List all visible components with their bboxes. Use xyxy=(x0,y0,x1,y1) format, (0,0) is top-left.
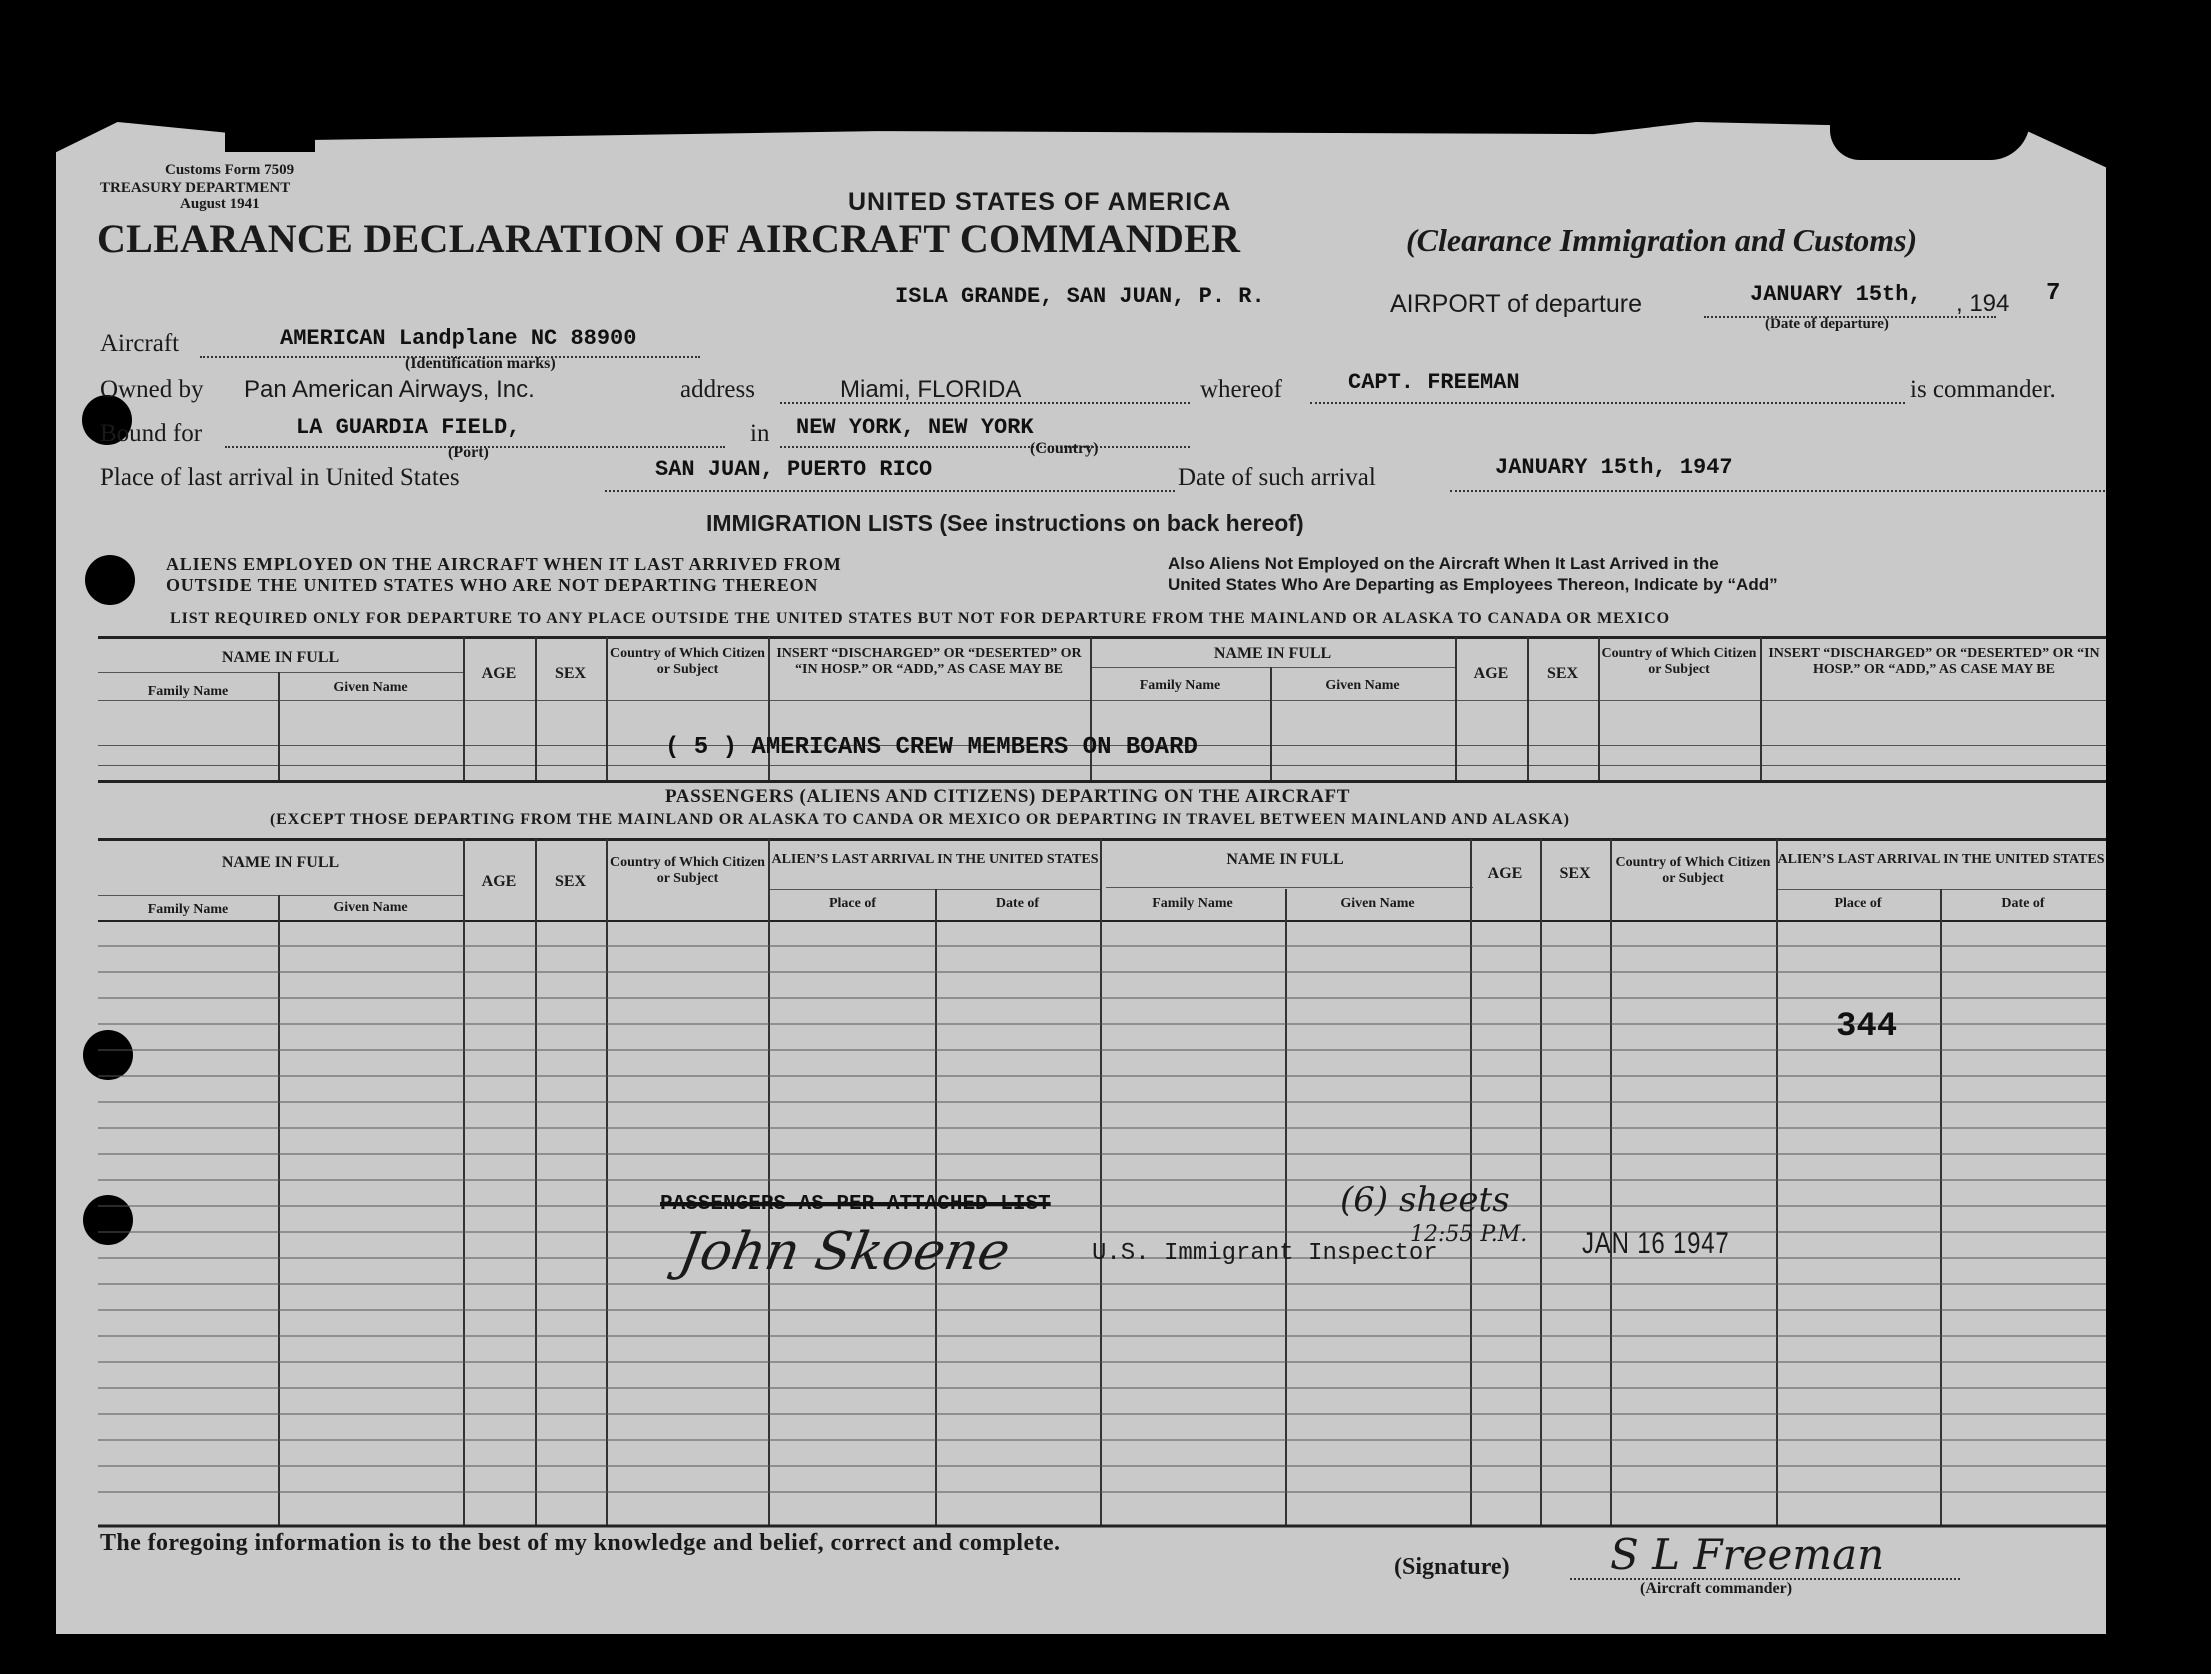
passenger-rows xyxy=(98,920,2106,1530)
signature-caption: (Aircraft commander) xyxy=(1640,1580,1793,1597)
page-title: CLEARANCE DECLARATION OF AIRCRAFT COMMANDER xyxy=(97,216,1241,261)
crew-age-header: AGE xyxy=(481,665,517,682)
rule xyxy=(98,672,463,673)
handwritten-time: 12:55 P.M. xyxy=(1410,1222,1528,1247)
dotted-rule xyxy=(780,446,1190,448)
pass-age-header-right: AGE xyxy=(1487,865,1523,882)
departure-date-caption: (Date of departure) xyxy=(1765,316,1889,332)
rule xyxy=(98,780,2106,783)
pass-given-header-right: Given Name xyxy=(1340,896,1415,911)
pass-given-header: Given Name xyxy=(333,900,408,915)
departure-year-suffix: 7 xyxy=(2046,280,2061,307)
crew-insert-header: INSERT “DISCHARGED” OR “DESERTED” OR “IN HOSP.” OR “ADD,” AS CASE MAY BE xyxy=(776,646,1082,677)
crew-country-header: Country of Which Citizen or Subject xyxy=(610,646,765,677)
crew-insert-header-right: INSERT “DISCHARGED” OR “DESERTED” OR “IN HOSP.” OR “ADD,” AS CASE MAY BE xyxy=(1768,646,2100,677)
rule xyxy=(98,895,463,896)
owner-value: Pan American Airways, Inc. xyxy=(244,376,535,403)
port-caption: (Port) xyxy=(448,444,489,461)
arrival-date-label: Date of such arrival xyxy=(1178,464,1376,491)
pass-last-arrival-header: ALIEN’S LAST ARRIVAL IN THE UNITED STATES xyxy=(771,852,1099,867)
paper-tear xyxy=(1830,100,2030,160)
struck-passengers-entry: PASSENGERS AS PER ATTACHED LIST xyxy=(660,1193,1051,1216)
rule xyxy=(606,637,608,780)
rule xyxy=(98,700,2106,701)
inspector-signature: John Skoene xyxy=(674,1222,1015,1282)
last-arrival-label: Place of last arrival in United States xyxy=(100,464,460,491)
country-caption: (Country) xyxy=(1030,440,1099,457)
pass-date-header: Date of xyxy=(995,896,1040,911)
form-date: August 1941 xyxy=(180,196,260,212)
aircraft-label: Aircraft xyxy=(100,330,180,357)
bound-country-value: NEW YORK, NEW YORK xyxy=(796,415,1034,440)
pass-place-header: Place of xyxy=(828,896,877,911)
rule xyxy=(98,636,2106,639)
crew-note-left-1: ALIENS EMPLOYED ON THE AIRCRAFT WHEN IT LAST ARRIVED FROM xyxy=(166,554,842,574)
whereof-label: whereof xyxy=(1200,376,1282,403)
crew-note-right-2: United States Who Are Departing as Employees Thereon, Indicate by “Add” xyxy=(1168,575,1778,594)
rule xyxy=(1455,637,1457,780)
bound-for-label: Bound for xyxy=(100,420,203,447)
pass-sex-header: SEX xyxy=(554,873,587,890)
pass-family-header: Family Name xyxy=(147,902,229,917)
crew-country-header-right: Country of Which Citizen or Subject xyxy=(1601,646,1757,677)
commander-signature: S L Freeman xyxy=(1610,1530,1885,1579)
departure-airport-label: AIRPORT of departure xyxy=(1390,290,1642,318)
passengers-heading: PASSENGERS (ALIENS AND CITIZENS) DEPARTING ON THE AIRCRAFT xyxy=(665,786,1351,807)
aircraft-value: AMERICAN Landplane NC 88900 xyxy=(280,326,637,351)
immigration-heading: IMMIGRATION LISTS (See instructions on back hereof) xyxy=(706,510,1304,536)
punch-hole xyxy=(85,555,135,605)
page-subtitle: (Clearance Immigration and Customs) xyxy=(1406,222,1918,258)
last-arrival-place-value: SAN JUAN, PUERTO RICO xyxy=(655,457,933,482)
pass-family-header-right: Family Name xyxy=(1152,896,1233,911)
departure-airport-value: ISLA GRANDE, SAN JUAN, P. R. xyxy=(895,284,1265,309)
rule xyxy=(1090,667,1455,668)
departure-year-prefix: , 194 xyxy=(1956,290,2010,317)
country-heading: UNITED STATES OF AMERICA xyxy=(848,188,1232,216)
stamp-number: 344 xyxy=(1836,1008,1898,1046)
rule xyxy=(98,765,2106,766)
dotted-rule xyxy=(1450,490,2105,492)
pass-age-header: AGE xyxy=(481,873,517,890)
pass-last-arrival-header-right: ALIEN’S LAST ARRIVAL IN THE UNITED STATES xyxy=(1777,852,2105,867)
pass-country-header: Country of Which Citizen or Subject xyxy=(610,855,765,886)
declaration-text: The foregoing information is to the best of my knowledge and belief, correct and complete. xyxy=(100,1530,1061,1556)
departure-date-value: JANUARY 15th, xyxy=(1750,282,1922,307)
commander-value: CAPT. FREEMAN xyxy=(1348,370,1520,395)
form-number: Customs Form 7509 xyxy=(165,162,295,178)
pass-name-header: NAME IN FULL xyxy=(221,854,340,871)
crew-name-header: NAME IN FULL xyxy=(221,649,340,666)
crew-note-right-1: Also Aliens Not Employed on the Aircraft When It Last Arrived in the xyxy=(1168,554,1719,573)
struck-entry-row xyxy=(660,1193,1051,1223)
inspector-title: U.S. Immigrant Inspector xyxy=(1092,1240,1438,1267)
crew-given-header-right: Given Name xyxy=(1325,678,1400,693)
crew-sex-header-right: SEX xyxy=(1546,665,1579,682)
aircraft-caption: (Identification marks) xyxy=(405,355,556,372)
dotted-rule xyxy=(605,490,1175,492)
paper-tear xyxy=(225,130,315,152)
rule xyxy=(98,838,2106,841)
bound-port-value: LA GUARDIA FIELD, xyxy=(296,415,521,440)
passengers-subheading: (EXCEPT THOSE DEPARTING FROM THE MAINLAND OR ALASKA TO CANDA OR MEXICO OR DEPARTING IN TRAVEL BETWEEN MAINLAND AND ALASKA) xyxy=(270,811,1570,828)
list-required-note: LIST REQUIRED ONLY FOR DEPARTURE TO ANY PLACE OUTSIDE THE UNITED STATES BUT NOT FOR DEPARTURE FROM THE MAINLAND OR ALASKA TO CANADA OR MEXICO xyxy=(170,610,1670,627)
crew-entry: ( 5 ) AMERICANS CREW MEMBERS ON BOARD xyxy=(665,734,1198,761)
owned-by-label: Owned by xyxy=(100,376,204,403)
rule xyxy=(1527,637,1529,780)
signature-label: (Signature) xyxy=(1394,1554,1510,1580)
department: TREASURY DEPARTMENT xyxy=(100,180,291,196)
crew-family-header-right: Family Name xyxy=(1139,678,1221,693)
rule xyxy=(463,637,465,780)
handwritten-sheets: (6) sheets xyxy=(1340,1180,1510,1220)
bound-in-label: in xyxy=(750,420,770,447)
commander-suffix: is commander. xyxy=(1910,376,2056,403)
pass-name-header-right: NAME IN FULL xyxy=(1226,851,1344,868)
dotted-rule xyxy=(1310,402,1905,404)
pass-date-header-right: Date of xyxy=(2001,896,2045,911)
crew-sex-header: SEX xyxy=(554,665,587,682)
inspection-date-stamp: JAN 16 1947 xyxy=(1582,1227,1730,1260)
pass-sex-header-right: SEX xyxy=(1559,865,1591,882)
rule xyxy=(1106,887,1473,888)
crew-note-left-2: OUTSIDE THE UNITED STATES WHO ARE NOT DEPARTING THEREON xyxy=(166,575,819,595)
pass-country-header-right: Country of Which Citizen or Subject xyxy=(1615,855,1771,886)
arrival-date-value: JANUARY 15th, 1947 xyxy=(1495,455,1733,480)
address-value: Miami, FLORIDA xyxy=(840,376,1022,403)
rule xyxy=(535,637,537,780)
crew-given-header: Given Name xyxy=(333,680,408,695)
crew-name-header-right: NAME IN FULL xyxy=(1213,645,1332,662)
crew-age-header-right: AGE xyxy=(1473,665,1509,682)
crew-family-header: Family Name xyxy=(147,684,229,699)
address-label: address xyxy=(680,376,755,403)
pass-place-header-right: Place of xyxy=(1834,896,1882,911)
